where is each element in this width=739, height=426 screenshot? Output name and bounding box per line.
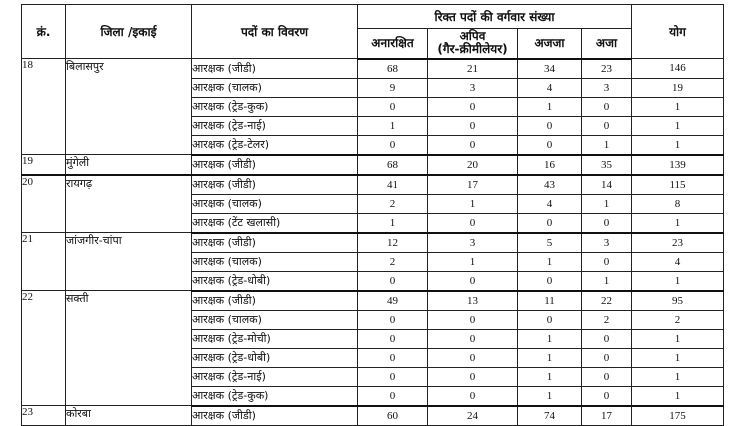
total-cell: 1 bbox=[632, 329, 724, 348]
unreserved-cell: 0 bbox=[358, 97, 428, 116]
total-cell: 4 bbox=[632, 252, 724, 271]
st-cell: 1 bbox=[518, 252, 582, 271]
post-cell: आरक्षक (टेंट खलासी) bbox=[192, 213, 358, 233]
st-cell: 16 bbox=[518, 155, 582, 175]
vacancy-table bbox=[21, 4, 724, 426]
obc-cell: 0 bbox=[428, 97, 518, 116]
st-cell: 1 bbox=[518, 97, 582, 116]
st-cell: 0 bbox=[518, 310, 582, 329]
sc-cell: 14 bbox=[582, 175, 632, 195]
obc-cell: 0 bbox=[428, 329, 518, 348]
obc-cell: 3 bbox=[428, 78, 518, 97]
serial-cell: 23 bbox=[22, 406, 66, 426]
district-cell: कोरबा bbox=[66, 406, 192, 426]
unreserved-cell: 9 bbox=[358, 78, 428, 97]
st-cell: 5 bbox=[518, 233, 582, 253]
header-obc-line1: अपिव bbox=[459, 29, 486, 44]
unreserved-cell: 68 bbox=[358, 155, 428, 175]
obc-cell: 0 bbox=[428, 213, 518, 233]
post-cell: आरक्षक (जीडी) bbox=[192, 155, 358, 175]
post-cell: आरक्षक (ट्रेड-धोबी) bbox=[192, 348, 358, 367]
obc-cell: 0 bbox=[428, 135, 518, 155]
unreserved-cell: 0 bbox=[358, 329, 428, 348]
serial-cell: 19 bbox=[22, 155, 66, 175]
total-cell: 1 bbox=[632, 116, 724, 135]
header-sr: क्रं. bbox=[22, 5, 66, 59]
st-cell: 0 bbox=[518, 135, 582, 155]
table-body bbox=[22, 59, 724, 426]
post-cell: आरक्षक (जीडी) bbox=[192, 175, 358, 195]
post-cell: आरक्षक (ट्रेड-कुक) bbox=[192, 386, 358, 406]
st-cell: 1 bbox=[518, 329, 582, 348]
obc-cell: 0 bbox=[428, 348, 518, 367]
sc-cell: 1 bbox=[582, 194, 632, 213]
table-row bbox=[22, 175, 724, 195]
st-cell: 0 bbox=[518, 116, 582, 135]
header-unreserved: अनारक्षित bbox=[358, 29, 428, 59]
table-row bbox=[22, 155, 724, 175]
sc-cell: 0 bbox=[582, 97, 632, 116]
total-cell: 1 bbox=[632, 348, 724, 367]
obc-cell: 1 bbox=[428, 194, 518, 213]
total-cell: 1 bbox=[632, 97, 724, 116]
table-row bbox=[22, 233, 724, 253]
sc-cell: 1 bbox=[582, 135, 632, 155]
unreserved-cell: 12 bbox=[358, 233, 428, 253]
total-cell: 1 bbox=[632, 213, 724, 233]
post-cell: आरक्षक (जीडी) bbox=[192, 406, 358, 426]
table-row bbox=[22, 406, 724, 426]
total-cell: 175 bbox=[632, 406, 724, 426]
unreserved-cell: 41 bbox=[358, 175, 428, 195]
sc-cell: 2 bbox=[582, 310, 632, 329]
post-cell: आरक्षक (चालक) bbox=[192, 194, 358, 213]
header-obc-line2: (गैर-क्रीमीलेयर) bbox=[437, 42, 508, 57]
sc-cell: 0 bbox=[582, 116, 632, 135]
obc-cell: 1 bbox=[428, 252, 518, 271]
obc-cell: 3 bbox=[428, 233, 518, 253]
unreserved-cell: 0 bbox=[358, 271, 428, 291]
obc-cell: 0 bbox=[428, 271, 518, 291]
sc-cell: 23 bbox=[582, 59, 632, 79]
st-cell: 11 bbox=[518, 291, 582, 311]
sc-cell: 0 bbox=[582, 213, 632, 233]
st-cell: 4 bbox=[518, 78, 582, 97]
unreserved-cell: 60 bbox=[358, 406, 428, 426]
st-cell: 1 bbox=[518, 348, 582, 367]
header-total: योग bbox=[632, 5, 724, 59]
post-cell: आरक्षक (ट्रेड-मोची) bbox=[192, 329, 358, 348]
st-cell: 34 bbox=[518, 59, 582, 79]
unreserved-cell: 2 bbox=[358, 252, 428, 271]
sc-cell: 0 bbox=[582, 252, 632, 271]
obc-cell: 20 bbox=[428, 155, 518, 175]
st-cell: 74 bbox=[518, 406, 582, 426]
header-obc bbox=[428, 29, 518, 59]
total-cell: 146 bbox=[632, 59, 724, 79]
sc-cell: 1 bbox=[582, 271, 632, 291]
post-cell: आरक्षक (जीडी) bbox=[192, 291, 358, 311]
unreserved-cell: 0 bbox=[358, 135, 428, 155]
sc-cell: 0 bbox=[582, 329, 632, 348]
header-post: पदों का विवरण bbox=[192, 5, 358, 59]
unreserved-cell: 0 bbox=[358, 386, 428, 406]
header-row-1 bbox=[22, 5, 724, 29]
sc-cell: 3 bbox=[582, 233, 632, 253]
total-cell: 1 bbox=[632, 271, 724, 291]
unreserved-cell: 68 bbox=[358, 59, 428, 79]
st-cell: 0 bbox=[518, 213, 582, 233]
district-cell: मुंगेली bbox=[66, 155, 192, 175]
st-cell: 1 bbox=[518, 386, 582, 406]
post-cell: आरक्षक (ट्रेड-नाई) bbox=[192, 367, 358, 386]
serial-cell: 20 bbox=[22, 175, 66, 233]
sc-cell: 3 bbox=[582, 78, 632, 97]
total-cell: 1 bbox=[632, 386, 724, 406]
district-cell: सक्ती bbox=[66, 291, 192, 406]
header-district: जिला /इकाई bbox=[66, 5, 192, 59]
total-cell: 23 bbox=[632, 233, 724, 253]
unreserved-cell: 1 bbox=[358, 213, 428, 233]
total-cell: 139 bbox=[632, 155, 724, 175]
header-st: अजजा bbox=[518, 29, 582, 59]
total-cell: 8 bbox=[632, 194, 724, 213]
sc-cell: 0 bbox=[582, 348, 632, 367]
total-cell: 115 bbox=[632, 175, 724, 195]
sc-cell: 22 bbox=[582, 291, 632, 311]
obc-cell: 0 bbox=[428, 116, 518, 135]
sc-cell: 0 bbox=[582, 386, 632, 406]
obc-cell: 13 bbox=[428, 291, 518, 311]
obc-cell: 0 bbox=[428, 367, 518, 386]
total-cell: 1 bbox=[632, 135, 724, 155]
post-cell: आरक्षक (चालक) bbox=[192, 78, 358, 97]
post-cell: आरक्षक (ट्रेड-टेलर) bbox=[192, 135, 358, 155]
obc-cell: 21 bbox=[428, 59, 518, 79]
district-cell: जांजगीर-चांपा bbox=[66, 233, 192, 291]
post-cell: आरक्षक (चालक) bbox=[192, 252, 358, 271]
total-cell: 19 bbox=[632, 78, 724, 97]
serial-cell: 18 bbox=[22, 59, 66, 155]
post-cell: आरक्षक (ट्रेड-धोबी) bbox=[192, 271, 358, 291]
st-cell: 0 bbox=[518, 271, 582, 291]
unreserved-cell: 1 bbox=[358, 116, 428, 135]
obc-cell: 17 bbox=[428, 175, 518, 195]
unreserved-cell: 0 bbox=[358, 348, 428, 367]
sc-cell: 35 bbox=[582, 155, 632, 175]
obc-cell: 24 bbox=[428, 406, 518, 426]
header-category-group: रिक्त पदों की वर्गवार संख्या bbox=[358, 5, 632, 29]
sc-cell: 0 bbox=[582, 367, 632, 386]
unreserved-cell: 2 bbox=[358, 194, 428, 213]
obc-cell: 0 bbox=[428, 386, 518, 406]
district-cell: बिलासपुर bbox=[66, 59, 192, 155]
unreserved-cell: 0 bbox=[358, 310, 428, 329]
total-cell: 95 bbox=[632, 291, 724, 311]
serial-cell: 21 bbox=[22, 233, 66, 291]
total-cell: 2 bbox=[632, 310, 724, 329]
post-cell: आरक्षक (ट्रेड-कुक) bbox=[192, 97, 358, 116]
post-cell: आरक्षक (चालक) bbox=[192, 310, 358, 329]
st-cell: 4 bbox=[518, 194, 582, 213]
unreserved-cell: 49 bbox=[358, 291, 428, 311]
total-cell: 1 bbox=[632, 367, 724, 386]
st-cell: 43 bbox=[518, 175, 582, 195]
district-cell: रायगढ़ bbox=[66, 175, 192, 233]
obc-cell: 0 bbox=[428, 310, 518, 329]
table-row bbox=[22, 59, 724, 79]
serial-cell: 22 bbox=[22, 291, 66, 406]
post-cell: आरक्षक (ट्रेड-नाई) bbox=[192, 116, 358, 135]
st-cell: 1 bbox=[518, 367, 582, 386]
table-row bbox=[22, 291, 724, 311]
unreserved-cell: 0 bbox=[358, 367, 428, 386]
post-cell: आरक्षक (जीडी) bbox=[192, 233, 358, 253]
post-cell: आरक्षक (जीडी) bbox=[192, 59, 358, 79]
header-sc: अजा bbox=[582, 29, 632, 59]
sc-cell: 17 bbox=[582, 406, 632, 426]
